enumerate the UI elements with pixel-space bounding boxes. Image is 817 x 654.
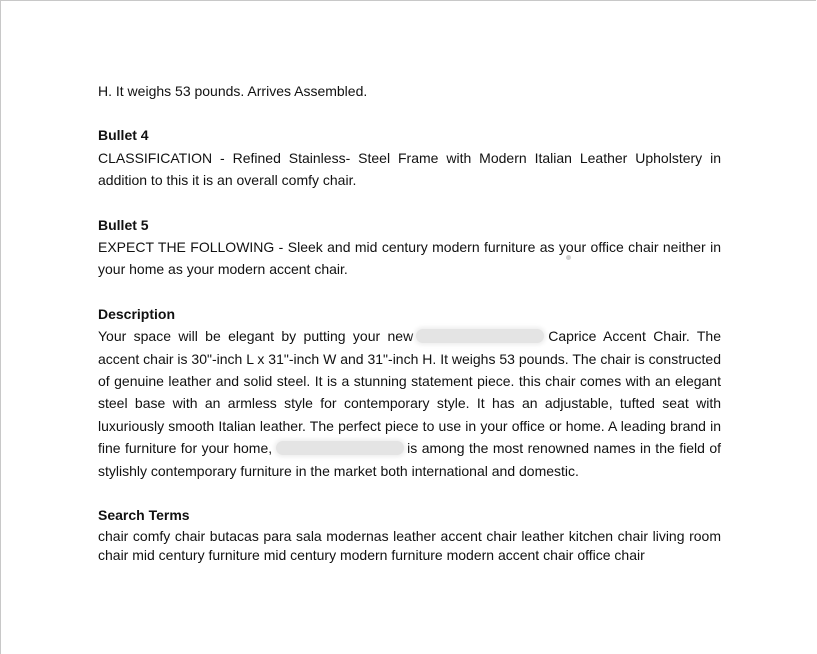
description-text-part1: Your space will be elegant by putting your new <box>98 328 414 345</box>
search-terms-text: chair comfy chair butacas para sala modernas leather accent chair leather kitchen chair living room chair mid century furniture mid century modern furniture modern accent chair office chair <box>98 527 721 563</box>
bullet-5-heading: Bullet 5 <box>98 216 149 233</box>
bullet-5-section <box>98 214 721 281</box>
description-text-part2: Caprice Accent Chair. The accent chair is 30"-inch L x 31"-inch W and 31"-inch H. It weighs 53 pounds. The chair is constructed of genuine leather and solid steel. It is a stunning statement piece. this chair comes with an elegant steel base with an armless style for contemporary style. It has an adjustable, tufted seat with luxuriously smooth Italian leather. The perfect piece to use in your office or home. A leading brand in fine furniture for your home, <box>98 328 721 457</box>
bullet-4-heading: Bullet 4 <box>98 127 149 144</box>
redacted-brand-name-2 <box>276 441 404 455</box>
search-terms-section <box>98 504 721 564</box>
description-text <box>98 325 721 482</box>
description-section <box>98 303 721 482</box>
search-terms-heading: Search Terms <box>98 507 190 524</box>
document-content <box>98 80 721 565</box>
intro-text: H. It weighs 53 pounds. Arrives Assembled. <box>98 83 368 99</box>
bullet-4-text: CLASSIFICATION - Refined Stainless- Steel Frame with Modern Italian Leather Upholstery in addition to this it is an overall comfy chair. <box>98 149 721 189</box>
bullet-4-section <box>98 124 721 191</box>
bullet-5-text: EXPECT THE FOLLOWING - Sleek and mid century modern furniture as your office chair neither in your home as your modern accent chair. <box>98 239 721 278</box>
description-heading: Description <box>98 305 176 322</box>
description-text-part3: is among the most renowned names in the field of stylishly contemporary furniture in the market both international and domestic. <box>98 440 721 479</box>
redacted-brand-name <box>416 329 544 343</box>
